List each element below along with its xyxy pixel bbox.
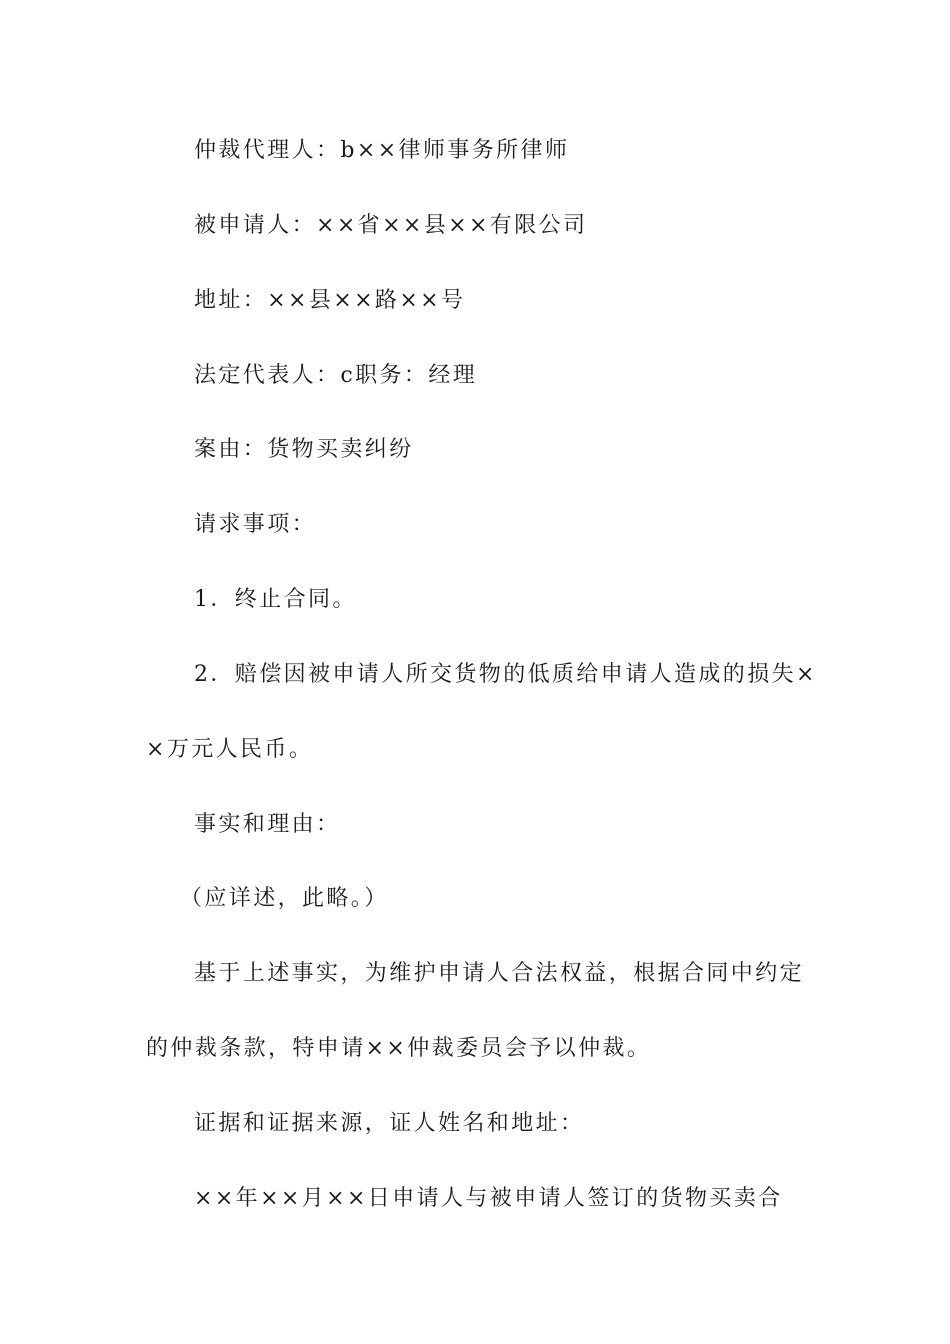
claim-item-1: 1．终止合同。 bbox=[194, 587, 357, 612]
facts-note: （应详述，此略。） bbox=[180, 886, 389, 911]
claim-item-2: 2．赔偿因被申请人所交货物的低质给申请人造成的损失× bbox=[194, 662, 817, 687]
basis-paragraph-continued: 的仲裁条款，特申请××仲裁委员会予以仲裁。 bbox=[146, 1036, 652, 1061]
claims-heading: 请求事项： bbox=[194, 512, 317, 537]
facts-reasons-heading: 事实和理由： bbox=[194, 812, 341, 837]
address-line: 地址：××县××路××号 bbox=[194, 288, 466, 313]
respondent-line: 被申请人：××省××县××有限公司 bbox=[194, 213, 588, 238]
basis-paragraph: 基于上述事实，为维护申请人合法权益，根据合同中约定 bbox=[194, 961, 805, 986]
case-cause-line: 案由：货物买卖纠纷 bbox=[194, 437, 414, 462]
legal-representative-line: 法定代表人：c职务：经理 bbox=[194, 363, 478, 388]
evidence-item: ××年××月××日申请人与被申请人签订的货物买卖合 bbox=[194, 1186, 783, 1211]
arbitration-agent-line: 仲裁代理人：b××律师事务所律师 bbox=[194, 138, 570, 163]
evidence-heading: 证据和证据来源，证人姓名和地址： bbox=[194, 1111, 585, 1136]
claim-item-2-continued: ×万元人民币。 bbox=[146, 737, 314, 762]
